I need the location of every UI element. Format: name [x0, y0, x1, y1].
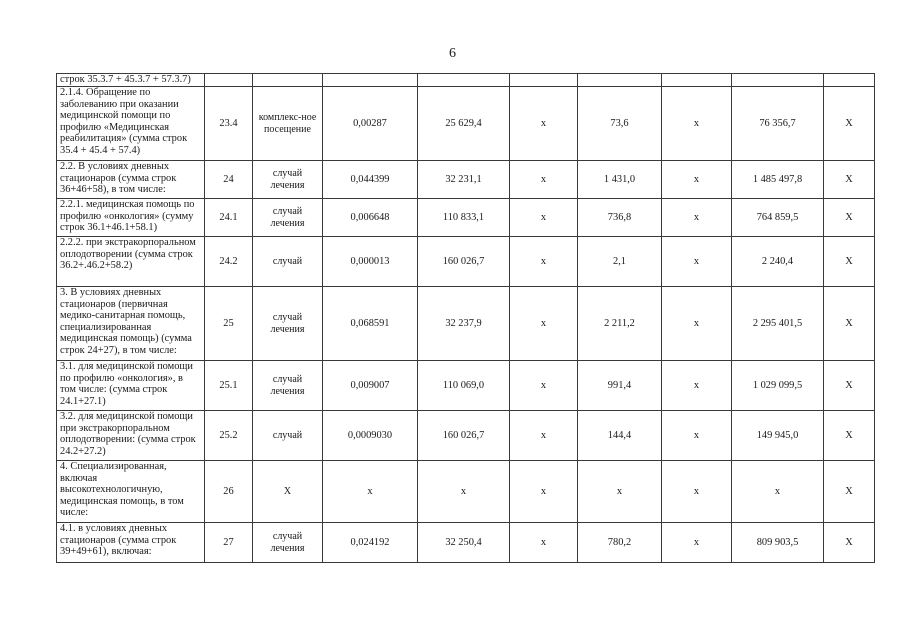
cell-col7: 73,6 — [578, 87, 662, 161]
cell-unit: случай лечения — [253, 199, 323, 237]
table-row — [57, 411, 875, 461]
cell-col7: 2,1 — [578, 237, 662, 287]
cell-unit: Х — [253, 461, 323, 523]
cell-col8: х — [662, 361, 732, 411]
cell-col8: х — [662, 87, 732, 161]
cell-row-code: 23.4 — [205, 87, 253, 161]
cell-cost: 110 069,0 — [418, 361, 510, 411]
cell-col10: Х — [824, 237, 875, 287]
cell-indicator: 2.2.2. при экстракорпоральном оплодотворении (сумма строк 36.2+.46.2+58.2) — [57, 237, 205, 287]
cell-indicator: 4. Специализированная, включая высокотехнологичную, медицинская помощь, в том числе: — [57, 461, 205, 523]
cell-col6: х — [510, 461, 578, 523]
cell-norm: 0,006648 — [323, 199, 418, 237]
cell-col10: Х — [824, 361, 875, 411]
table-row — [57, 523, 875, 563]
cell-col9: 149 945,0 — [732, 411, 824, 461]
cell-cost: 160 026,7 — [418, 237, 510, 287]
cell-col10: Х — [824, 287, 875, 361]
cell-col6: х — [510, 287, 578, 361]
table-row — [57, 74, 875, 87]
cell-col6: х — [510, 411, 578, 461]
cell-cost: 25 629,4 — [418, 87, 510, 161]
cell-row-code: 25.2 — [205, 411, 253, 461]
cell-col8: х — [662, 411, 732, 461]
cell-col6: х — [510, 237, 578, 287]
cell-col8: х — [662, 161, 732, 199]
cell-norm: 0,00287 — [323, 87, 418, 161]
cell-cost: 32 231,1 — [418, 161, 510, 199]
cell-row-code: 25.1 — [205, 361, 253, 411]
cell-col7 — [578, 74, 662, 87]
cell-indicator: 3.2. для медицинской помощи при экстракорпоральном оплодотворении: (сумма строк 24.2+27.2) — [57, 411, 205, 461]
cell-norm: 0,068591 — [323, 287, 418, 361]
cell-col9: 2 295 401,5 — [732, 287, 824, 361]
cell-indicator: 3.1. для медицинской помощи по профилю «онкология», в том числе: (сумма строк 24.1+27.1) — [57, 361, 205, 411]
cell-col7: 736,8 — [578, 199, 662, 237]
cell-cost: 32 250,4 — [418, 523, 510, 563]
cell-col7: 991,4 — [578, 361, 662, 411]
table-row — [57, 287, 875, 361]
cell-col9: 1 029 099,5 — [732, 361, 824, 411]
cell-col9: 764 859,5 — [732, 199, 824, 237]
cell-col9: 76 356,7 — [732, 87, 824, 161]
cell-col9: 1 485 497,8 — [732, 161, 824, 199]
cell-unit: случай — [253, 411, 323, 461]
cell-norm: 0,0009030 — [323, 411, 418, 461]
cell-col7: 780,2 — [578, 523, 662, 563]
cell-unit: случай лечения — [253, 161, 323, 199]
cell-unit: случай лечения — [253, 523, 323, 563]
cell-row-code: 27 — [205, 523, 253, 563]
cell-col7: х — [578, 461, 662, 523]
cell-cost: 32 237,9 — [418, 287, 510, 361]
cell-indicator: 2.2.1. медицинская помощь по профилю «онкология» (сумму строк 36.1+46.1+58.1) — [57, 199, 205, 237]
cell-row-code: 25 — [205, 287, 253, 361]
cell-unit: случай лечения — [253, 361, 323, 411]
table-row — [57, 237, 875, 287]
cell-row-code: 24 — [205, 161, 253, 199]
cell-norm: х — [323, 461, 418, 523]
table-row — [57, 361, 875, 411]
cell-col8 — [662, 74, 732, 87]
cell-col10: Х — [824, 523, 875, 563]
cell-unit: случай — [253, 237, 323, 287]
cell-norm: 0,009007 — [323, 361, 418, 411]
cell-col6: х — [510, 161, 578, 199]
cell-norm — [323, 74, 418, 87]
cell-cost: х — [418, 461, 510, 523]
cell-row-code — [205, 74, 253, 87]
page-number: 6 — [449, 46, 456, 61]
table-row — [57, 87, 875, 161]
cell-unit: комплекс-ное посещение — [253, 87, 323, 161]
cell-indicator: 2.1.4. Обращение по заболеванию при оказании медицинской помощи по профилю «Медицинская реабилитация» (сумма строк 35.4 + 45.4 + 57.4) — [57, 87, 205, 161]
cell-indicator: 2.2. В условиях дневных стационаров (сумма строк 36+46+58), в том числе: — [57, 161, 205, 199]
table-row — [57, 461, 875, 523]
cell-col7: 2 211,2 — [578, 287, 662, 361]
cell-col6: х — [510, 523, 578, 563]
cell-col6: х — [510, 199, 578, 237]
cell-row-code: 24.1 — [205, 199, 253, 237]
cell-indicator: 3. В условиях дневных стационаров (первичная медико-санитарная помощь, специализированная медицинская помощь) (сумма строк 24+27), в том числе: — [57, 287, 205, 361]
cell-row-code: 24.2 — [205, 237, 253, 287]
cell-col6: х — [510, 87, 578, 161]
cell-col6: х — [510, 361, 578, 411]
cell-col8: х — [662, 199, 732, 237]
cell-col10: Х — [824, 161, 875, 199]
cell-norm: 0,024192 — [323, 523, 418, 563]
cell-col9 — [732, 74, 824, 87]
cell-row-code: 26 — [205, 461, 253, 523]
cell-col10: Х — [824, 199, 875, 237]
cell-col8: х — [662, 237, 732, 287]
cell-col10: Х — [824, 461, 875, 523]
cell-col8: х — [662, 523, 732, 563]
cell-col10: Х — [824, 411, 875, 461]
cell-col9: 2 240,4 — [732, 237, 824, 287]
cell-col10 — [824, 74, 875, 87]
cell-norm: 0,044399 — [323, 161, 418, 199]
cell-cost: 110 833,1 — [418, 199, 510, 237]
cell-unit: случай лечения — [253, 287, 323, 361]
cell-norm: 0,000013 — [323, 237, 418, 287]
cell-col6 — [510, 74, 578, 87]
cell-col9: 809 903,5 — [732, 523, 824, 563]
cell-col8: х — [662, 461, 732, 523]
cell-col7: 144,4 — [578, 411, 662, 461]
cell-col7: 1 431,0 — [578, 161, 662, 199]
table-body — [57, 74, 875, 563]
normatives-table — [56, 73, 875, 563]
cell-indicator: строк 35.3.7 + 45.3.7 + 57.3.7) — [57, 74, 205, 87]
cell-col10: Х — [824, 87, 875, 161]
cell-cost — [418, 74, 510, 87]
cell-cost: 160 026,7 — [418, 411, 510, 461]
cell-col8: х — [662, 287, 732, 361]
cell-unit — [253, 74, 323, 87]
cell-col9: х — [732, 461, 824, 523]
table-row — [57, 199, 875, 237]
table-row — [57, 161, 875, 199]
cell-indicator: 4.1. в условиях дневных стационаров (сумма строк 39+49+61), включая: — [57, 523, 205, 563]
